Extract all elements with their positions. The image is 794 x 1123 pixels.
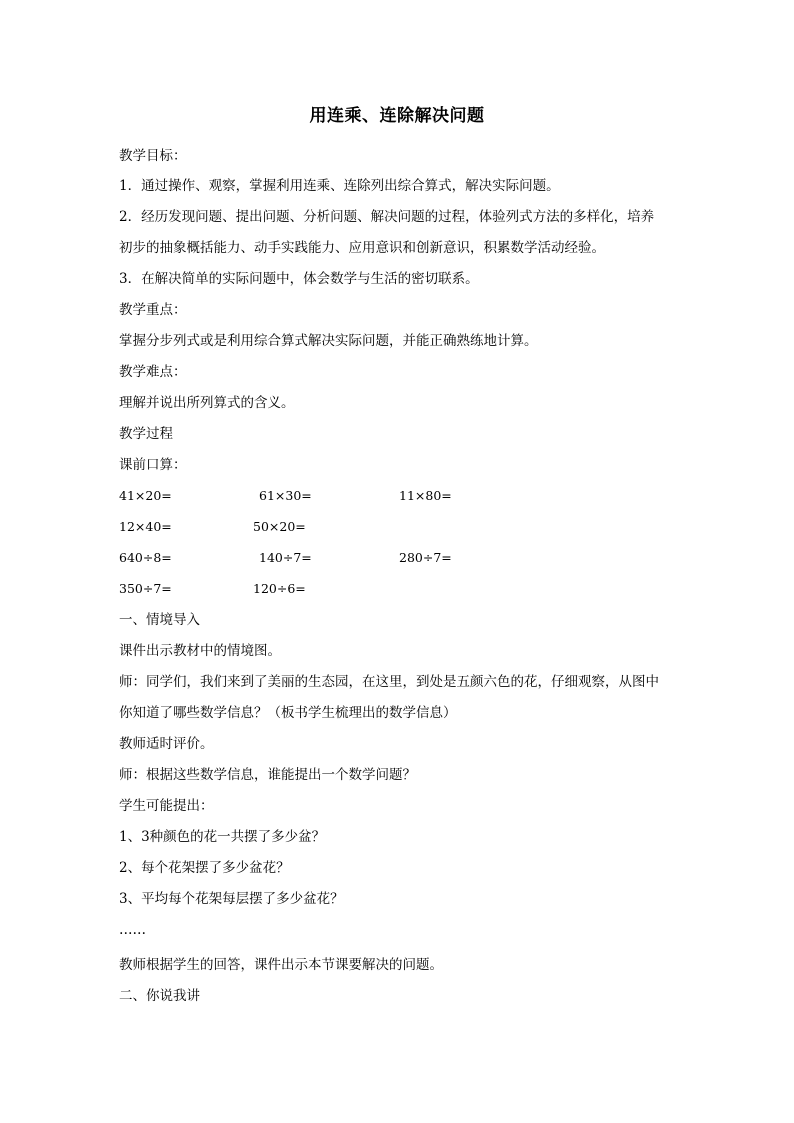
calc-item: 140÷7=	[259, 550, 312, 565]
objective-2-line-1: 2．经历发现问题、提出问题、分析问题、解决问题的过程，体验列式方法的多样化，培养	[119, 209, 655, 225]
question-2: 2、每个花架摆了多少盆花？	[119, 860, 290, 876]
question-1: 1、3种颜色的花一共摆了多少盆？	[119, 829, 326, 845]
calc-item: 61×30=	[259, 488, 312, 503]
objective-3: 3．在解决简单的实际问题中，体会数学与生活的密切联系。	[119, 271, 479, 287]
difficulty-heading: 教学难点：	[119, 364, 187, 380]
key-points-heading: 教学重点：	[119, 302, 187, 318]
question-3: 3、平均每个花架每层摆了多少盆花？	[119, 891, 344, 907]
objective-2-line-2: 初步的抽象概括能力、动手实践能力、应用意识和创新意识，积累数学活动经验。	[119, 240, 605, 256]
calc-item: 41×20=	[119, 488, 172, 503]
section-1-line-1: 课件出示教材中的情境图。	[119, 643, 281, 659]
difficulty-text: 理解并说出所列算式的含义。	[119, 395, 295, 411]
key-points-text: 掌握分步列式或是利用综合算式解决实际问题，并能正确熟练地计算。	[119, 333, 538, 349]
oral-calc-heading: 课前口算：	[119, 457, 187, 473]
calc-item: 640÷8=	[119, 550, 172, 565]
calc-item: 280÷7=	[399, 550, 452, 565]
section-1-line-3: 教师适时评价。	[119, 736, 214, 752]
process-heading: 教学过程	[119, 426, 173, 442]
calc-item: 120÷6=	[253, 581, 306, 596]
calc-item: 50×20=	[253, 519, 306, 534]
document-title: 用连乘、连除解决问题	[309, 106, 485, 126]
section-1-line-2a: 师：同学们，我们来到了美丽的生态园，在这里，到处是五颜六色的花，仔细观察，从图中	[119, 674, 659, 690]
objectives-heading: 教学目标：	[119, 148, 187, 164]
section-1-line-2b: 你知道了哪些数学信息？（板书学生梳理出的数学信息）	[119, 705, 457, 721]
section-1-line-6: 教师根据学生的回答，课件出示本节课要解决的问题。	[119, 957, 443, 973]
section-1-line-4: 师：根据这些数学信息，谁能提出一个数学问题？	[119, 767, 416, 783]
calc-item: 350÷7=	[119, 581, 172, 596]
calc-item: 11×80=	[399, 488, 452, 503]
ellipsis: ……	[119, 922, 146, 938]
section-2-heading: 二、你说我讲	[119, 988, 200, 1004]
section-1-line-5: 学生可能提出：	[119, 798, 214, 814]
section-1-heading: 一、情境导入	[119, 612, 200, 628]
calc-item: 12×40=	[119, 519, 172, 534]
objective-1: 1．通过操作、观察，掌握利用连乘、连除列出综合算式，解决实际问题。	[119, 178, 560, 194]
